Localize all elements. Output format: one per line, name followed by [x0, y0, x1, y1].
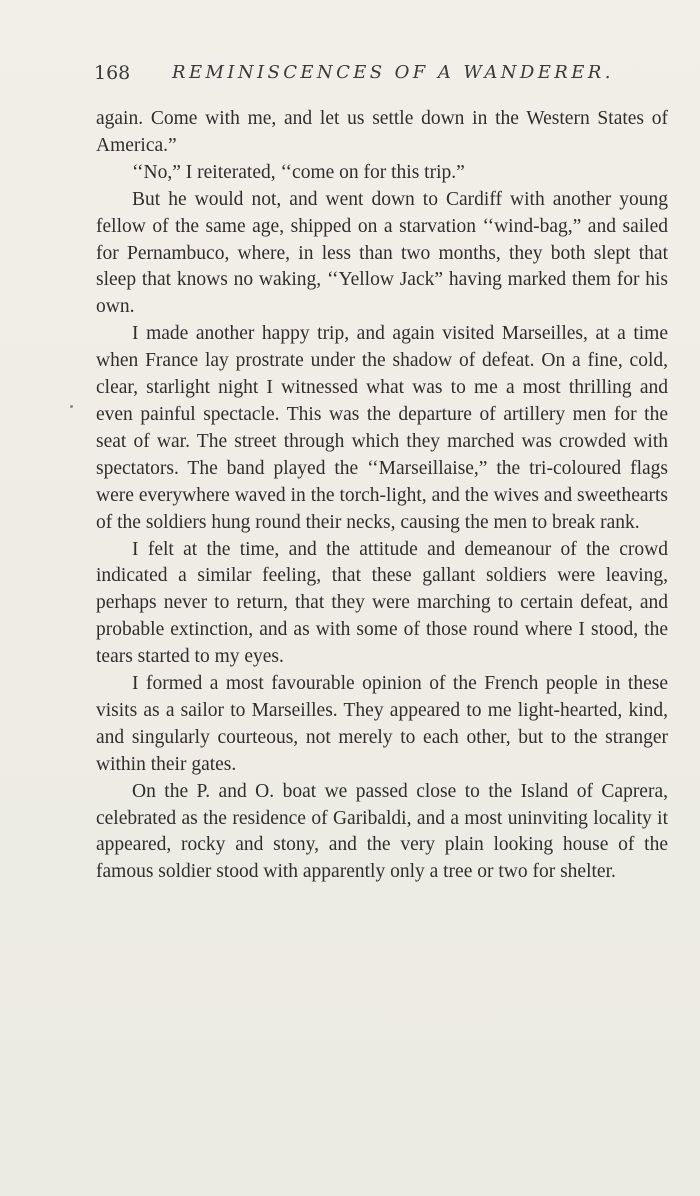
body-text [96, 106, 668, 886]
margin-speck [70, 405, 73, 408]
running-title: REMINISCENCES OF A WANDERER. [172, 62, 614, 83]
paragraph-continuation: again. Come with me, and let us settle down in the Western States of America.” [96, 108, 668, 156]
paragraph: I felt at the time, and the attitude and demeanour of the crowd indicated a similar feeling, that these gallant soldiers were leaving, perhaps never to return, that they were marching to certain defeat, and probable extinction, and as with some of those round where I stood, the tears started to my eyes. [96, 538, 668, 668]
paragraph: On the P. and O. boat we passed close to the Island of Caprera, celebrated as the residence of Garibaldi, and a most uninviting locality it appeared, rocky and stony, and the very plain looking house of the famous soldier stood with apparently only a tree or two for shelter. [96, 780, 668, 883]
paragraph: I made another happy trip, and again visited Marseilles, at a time when France lay prostrate under the shadow of defeat. On a fine, cold, clear, starlight night I witnessed what was to me a most thrilling and even painful spectacle. This was the departure of artillery men for the seat of war. The street through which they marched was crowded with spectators. The band played the ‘‘Marseillaise,” the tri-coloured flags were everywhere waved in the torch-light, and the wives and sweethearts of the soldiers hung round their necks, causing the men to break rank. [96, 323, 668, 533]
paragraph: I formed a most favourable opinion of the French people in these visits as a sailor to Marseilles. They appeared to me light-hearted, kind, and singularly courteous, not merely to each other, but to the stranger within their gates. [96, 673, 668, 775]
page-header [94, 62, 614, 92]
paragraph: But he would not, and went down to Cardiff with another young fellow of the same age, shipped on a starvation ‘‘wind-bag,” and sailed for Pernambuco, where, in less than two months, they both slept that sleep that knows no waking, ‘‘Yellow Jack” having marked them for his own. [96, 188, 668, 318]
page-number: 168 [94, 62, 131, 84]
paragraph: ‘‘No,” I reiterated, ‘‘come on for this trip.” [132, 161, 465, 183]
